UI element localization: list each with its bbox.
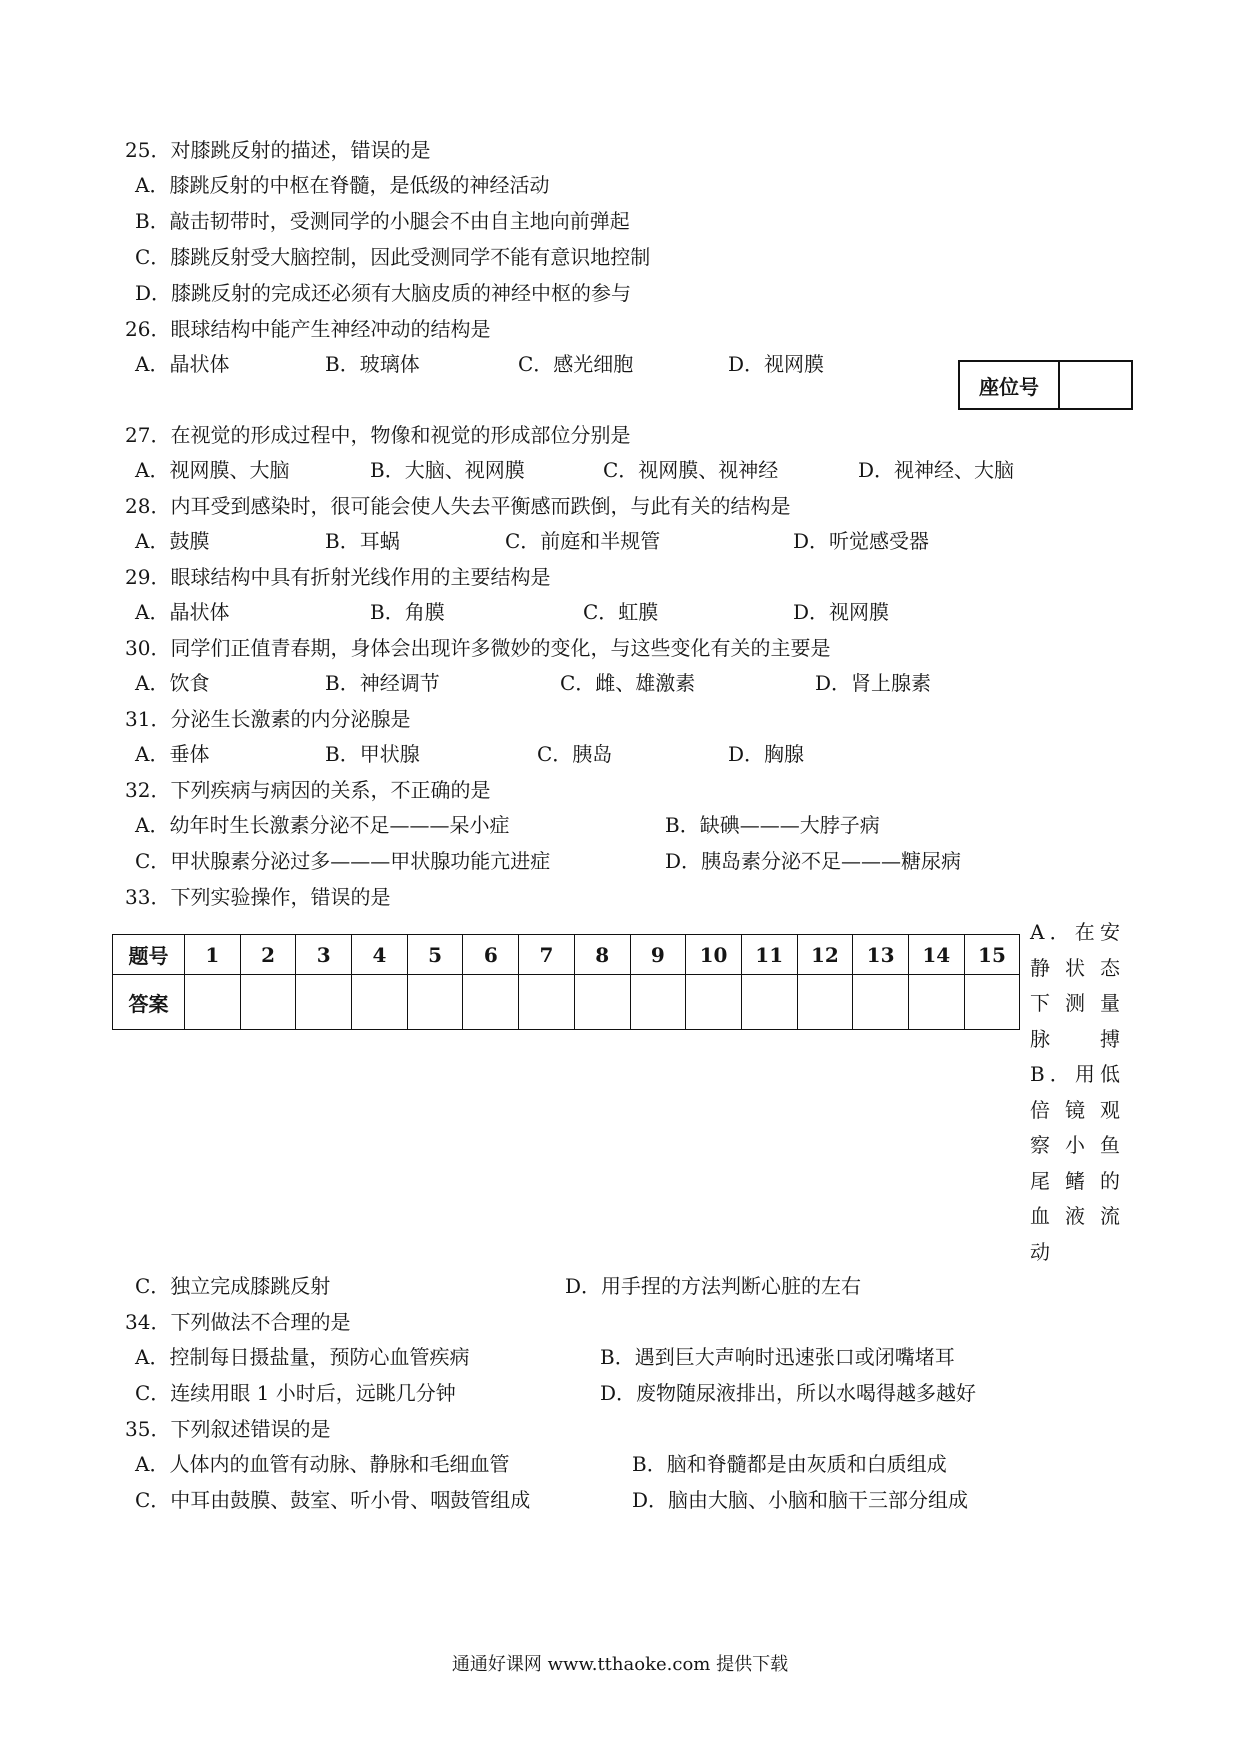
- q25-option-b: B．敲击韧带时，受测同学的小腿会不由自主地向前弹起: [135, 209, 630, 233]
- q27-stem: 27．在视觉的形成过程中，物像和视觉的形成部位分别是: [125, 423, 631, 447]
- q33-side-line: 尾 鳍 的: [1030, 1168, 1120, 1193]
- q33-options-ab: [1030, 915, 1120, 1270]
- question-number-cell: 4: [352, 935, 408, 975]
- seat-number-label: 座位号: [960, 362, 1060, 408]
- q26-stem: 26．眼球结构中能产生神经冲动的结构是: [125, 317, 491, 341]
- q30-option-a: A．饮食: [135, 671, 210, 695]
- q27-option-a: A．视网膜、大脑: [135, 458, 290, 482]
- answer-cell[interactable]: [908, 975, 964, 1030]
- q33-option-c: C．独立完成膝跳反射: [135, 1274, 331, 1298]
- q34-stem: 34．下列做法不合理的是: [125, 1310, 351, 1334]
- question-number-cell: 12: [797, 935, 853, 975]
- question-number-cell: 10: [686, 935, 742, 975]
- question-number-cell: 13: [853, 935, 909, 975]
- q33-side-line: B．用低: [1030, 1062, 1120, 1086]
- q29-option-a: A．晶状体: [135, 600, 230, 624]
- answer-cell[interactable]: [741, 975, 797, 1030]
- question-number-cell: 11: [741, 935, 797, 975]
- q33-side-line: 动: [1030, 1239, 1050, 1264]
- q30-option-d: D．肾上腺素: [815, 671, 932, 695]
- question-number-cell: 1: [185, 935, 241, 975]
- q35-option-c: C．中耳由鼓膜、鼓室、听小骨、咽鼓管组成: [135, 1488, 531, 1512]
- q33-side-line: 下 测 量: [1030, 991, 1120, 1015]
- q29-option-d: D．视网膜: [793, 600, 890, 624]
- q34-option-b: B．遇到巨大声响时迅速张口或闭嘴堵耳: [600, 1345, 955, 1369]
- q29-option-c: C．虹膜: [583, 600, 659, 624]
- q32-option-c: C．甲状腺素分泌过多———甲状腺功能亢进症: [135, 849, 551, 873]
- answer-cell[interactable]: [853, 975, 909, 1030]
- seat-number-box: [958, 360, 1133, 410]
- question-number-cell: 8: [574, 935, 630, 975]
- question-number-cell: 6: [463, 935, 519, 975]
- q30-option-c: C．雌、雄激素: [560, 671, 696, 695]
- q25-option-d: D．膝跳反射的完成还必须有大脑皮质的神经中枢的参与: [135, 281, 632, 305]
- q29-option-b: B．角膜: [370, 600, 445, 624]
- q33-option-d: D．用手捏的方法判断心脏的左右: [565, 1274, 862, 1298]
- question-number-cell: 15: [964, 935, 1020, 975]
- page-footer: 通通好课网 www.tthaoke.com 提供下载: [451, 1654, 789, 1675]
- q35-option-d: D．脑由大脑、小脑和脑干三部分组成: [632, 1488, 969, 1512]
- q33-side-line: 静 状 态: [1030, 955, 1120, 980]
- q31-option-c: C．胰岛: [537, 742, 613, 766]
- question-number-cell: 3: [296, 935, 352, 975]
- q35-option-a: A．人体内的血管有动脉、静脉和毛细血管: [135, 1452, 510, 1476]
- answer-cell[interactable]: [240, 975, 296, 1030]
- q30-stem: 30．同学们正值青春期，身体会出现许多微妙的变化，与这些变化有关的主要是: [125, 636, 831, 660]
- q35-option-b: B．脑和脊髓都是由灰质和白质组成: [632, 1452, 947, 1476]
- answer-cell[interactable]: [519, 975, 575, 1030]
- answer-cell[interactable]: [296, 975, 352, 1030]
- answer-cell[interactable]: [185, 975, 241, 1030]
- question-number-cell: 14: [908, 935, 964, 975]
- answer-table-answer-row: [113, 975, 1020, 1030]
- q33-side-line: 血 液 流: [1030, 1204, 1120, 1228]
- seat-number-field[interactable]: [1060, 362, 1131, 408]
- q26-option-b: B．玻璃体: [325, 352, 420, 376]
- q33-side-line: A．在安: [1030, 920, 1120, 944]
- question-number-cell: 9: [630, 935, 686, 975]
- q31-option-b: B．甲状腺: [325, 742, 420, 766]
- q32-stem: 32．下列疾病与病因的关系，不正确的是: [125, 778, 491, 802]
- answer-cell[interactable]: [686, 975, 742, 1030]
- q31-stem: 31．分泌生长激素的内分泌腺是: [125, 707, 411, 731]
- answer-cell[interactable]: [352, 975, 408, 1030]
- q32-option-d: D．胰岛素分泌不足———糖尿病: [665, 849, 962, 873]
- q28-option-b: B．耳蜗: [325, 529, 400, 553]
- q26-option-c: C．感光细胞: [518, 352, 634, 376]
- q34-option-d: D．废物随尿液排出，所以水喝得越多越好: [600, 1381, 977, 1405]
- question-number-label: 题号: [113, 935, 185, 975]
- answer-table-header-row: [113, 935, 1020, 975]
- q28-option-c: C．前庭和半规管: [505, 529, 661, 553]
- answer-cell[interactable]: [463, 975, 519, 1030]
- answer-cell[interactable]: [630, 975, 686, 1030]
- q27-option-d: D．视神经、大脑: [858, 458, 1015, 482]
- q34-option-c: C．连续用眼 1 小时后，远眺几分钟: [135, 1381, 456, 1405]
- q34-option-a: A．控制每日摄盐量，预防心血管疾病: [135, 1345, 470, 1369]
- q35-stem: 35．下列叙述错误的是: [125, 1417, 331, 1441]
- q25-stem: 25．对膝跳反射的描述，错误的是: [125, 138, 431, 162]
- answer-cell[interactable]: [574, 975, 630, 1030]
- question-number-cell: 7: [519, 935, 575, 975]
- question-number-cell: 5: [407, 935, 463, 975]
- q27-option-c: C．视网膜、视神经: [603, 458, 779, 482]
- q32-option-a: A．幼年时生长激素分泌不足———呆小症: [135, 813, 510, 837]
- q28-stem: 28．内耳受到感染时，很可能会使人失去平衡感而跌倒，与此有关的结构是: [125, 494, 791, 518]
- q29-stem: 29．眼球结构中具有折射光线作用的主要结构是: [125, 565, 551, 589]
- question-number-cell: 2: [240, 935, 296, 975]
- q30-option-b: B．神经调节: [325, 671, 440, 695]
- q28-option-a: A．鼓膜: [135, 529, 210, 553]
- answer-label: 答案: [113, 975, 185, 1030]
- q26-option-a: A．晶状体: [135, 352, 230, 376]
- q33-stem: 33．下列实验操作，错误的是: [125, 885, 391, 909]
- q33-side-line: 倍 镜 观: [1030, 1097, 1120, 1122]
- answer-table: [112, 934, 1020, 1030]
- q26-option-d: D．视网膜: [728, 352, 825, 376]
- answer-cell[interactable]: [964, 975, 1020, 1030]
- answer-cell[interactable]: [797, 975, 853, 1030]
- q28-option-d: D．听觉感受器: [793, 529, 930, 553]
- q25-option-a: A．膝跳反射的中枢在脊髓，是低级的神经活动: [135, 173, 550, 197]
- q31-option-d: D．胸腺: [728, 742, 805, 766]
- q25-option-c: C．膝跳反射受大脑控制，因此受测同学不能有意识地控制: [135, 245, 651, 269]
- answer-cell[interactable]: [407, 975, 463, 1030]
- q31-option-a: A．垂体: [135, 742, 210, 766]
- q32-option-b: B．缺碘———大脖子病: [665, 813, 880, 837]
- q33-side-line: 察 小 鱼: [1030, 1133, 1120, 1157]
- q27-option-b: B．大脑、视网膜: [370, 458, 525, 482]
- q33-side-line: 脉 搏: [1030, 1026, 1120, 1051]
